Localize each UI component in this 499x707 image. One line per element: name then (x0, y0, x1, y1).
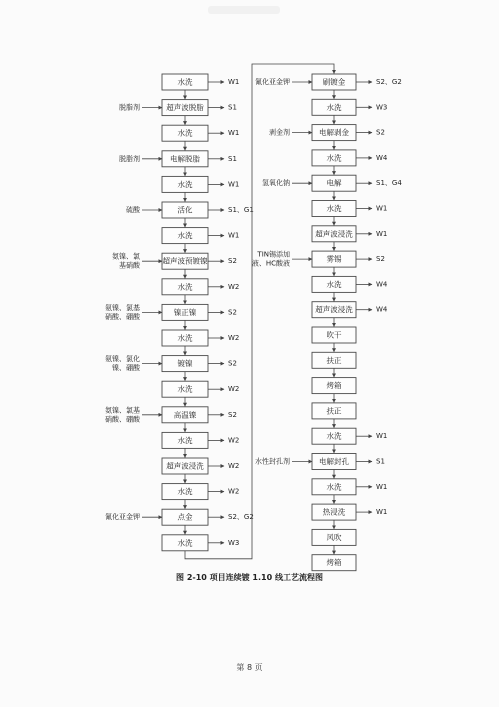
process-label: 水洗 (326, 102, 342, 112)
process-step (162, 253, 208, 269)
output-label: S2 (228, 359, 237, 368)
input-label: 脱脂剂 (119, 103, 140, 112)
process-label: 雾锡 (326, 254, 342, 264)
process-step (312, 403, 356, 419)
process-label: 吹干 (326, 330, 342, 340)
process-step (162, 432, 208, 448)
output-label: W3 (376, 103, 388, 112)
output-label: S2 (376, 255, 385, 264)
process-step (312, 529, 356, 545)
process-step (312, 504, 356, 520)
output-label: W1 (376, 508, 388, 517)
input-label-line: TIN锡添加 (257, 250, 290, 259)
process-step (312, 276, 356, 292)
input-label-line: 基硝酸 (119, 261, 140, 270)
output-label: W1 (376, 204, 388, 213)
page-number: 第 8 页 (236, 663, 263, 672)
process-label: 超声波浸洗 (315, 305, 353, 315)
process-label: 烤箱 (326, 558, 342, 568)
process-step (162, 100, 208, 116)
process-step (162, 125, 208, 141)
process-step (162, 279, 208, 295)
process-step (312, 428, 356, 444)
process-step (162, 458, 208, 474)
output-label: W1 (376, 229, 388, 238)
output-label: S2 (228, 410, 237, 419)
process-label: 烤箱 (326, 381, 342, 391)
process-label: 水洗 (177, 435, 193, 445)
process-step (312, 125, 356, 141)
process-step (312, 74, 356, 90)
process-step (312, 378, 356, 394)
input-label: 脱脂剂 (119, 154, 140, 163)
input-label-line: 镍、硼酸 (112, 364, 140, 373)
process-label: 镀镍 (177, 359, 193, 369)
output-label: S2 (228, 257, 237, 266)
process-label: 水洗 (326, 204, 342, 213)
process-step (162, 407, 208, 423)
input-label (105, 405, 141, 423)
process-step (312, 99, 356, 115)
process-step (312, 352, 356, 368)
process-step (162, 228, 208, 244)
input-label-line: 氨镍、氯基 (105, 406, 140, 415)
process-step (312, 555, 356, 571)
process-label: 电解剥金 (319, 128, 349, 138)
input-label (105, 354, 141, 372)
process-label: 高温镍 (173, 410, 197, 420)
process-label: 刷镀金 (322, 77, 346, 87)
process-label: 水洗 (177, 282, 193, 292)
process-label: 水洗 (177, 333, 193, 343)
output-label: W1 (228, 78, 240, 86)
figure-caption: 图 2-10 项目连续镀 1.10 线工艺流程图 (176, 573, 323, 582)
process-label: 扶正 (326, 406, 342, 416)
output-label: W1 (228, 180, 240, 189)
output-label: W4 (376, 305, 388, 314)
input-label: 剥金剂 (269, 128, 290, 137)
process-label: 扶正 (326, 355, 342, 365)
output-label: S1、G4 (376, 179, 402, 188)
output-label: W1 (228, 129, 240, 138)
process-step (162, 330, 208, 346)
process-label: 电解 (326, 178, 342, 188)
output-label: W2 (228, 436, 240, 445)
output-label: S1 (376, 457, 385, 466)
output-label: S2、G2 (228, 513, 254, 522)
output-label: W2 (228, 334, 240, 342)
process-step (162, 381, 208, 397)
output-label: S2 (376, 128, 385, 137)
process-label: 超声波预镀镍 (162, 256, 208, 266)
input-label-line: 氨镍、氯基 (105, 303, 140, 312)
process-step (312, 150, 356, 166)
process-step (312, 302, 356, 318)
process-label: 水洗 (326, 279, 342, 289)
output-label: W2 (228, 462, 240, 470)
output-label: S2 (228, 308, 237, 317)
input-label (252, 250, 290, 268)
process-label: 风吹 (326, 532, 342, 542)
process-label: 水洗 (177, 487, 193, 497)
process-label: 镍正镍 (173, 307, 197, 317)
process-step (162, 356, 208, 372)
process-step (312, 201, 356, 217)
process-step (162, 535, 208, 551)
process-step (162, 202, 208, 218)
output-label: S1、G1 (228, 206, 254, 214)
process-step (312, 175, 356, 191)
process-label: 水洗 (177, 538, 193, 548)
process-label: 水洗 (177, 231, 193, 241)
output-label: W1 (376, 482, 388, 491)
output-label: S1 (228, 103, 237, 112)
output-label: W4 (376, 280, 388, 289)
process-label: 水洗 (326, 431, 342, 441)
output-label: S2、G2 (376, 78, 402, 86)
process-label: 点金 (177, 512, 193, 522)
process-label: 活化 (177, 205, 193, 215)
process-label: 水洗 (177, 77, 193, 87)
left_column-column (105, 74, 254, 551)
process-label: 电解脱脂 (170, 154, 200, 164)
output-label: W1 (376, 432, 388, 441)
process-step (162, 304, 208, 320)
process-step (162, 176, 208, 192)
process-step (312, 251, 356, 267)
output-label: S1 (228, 154, 237, 163)
input-label-line: 液、HC酸液 (251, 259, 290, 268)
process-step (162, 484, 208, 500)
output-label: W2 (228, 487, 240, 496)
process-label: 水洗 (177, 128, 193, 138)
process-step (312, 479, 356, 495)
input-label-line: 氨镍、氯 (112, 252, 140, 261)
input-label-line: 硝酸、硼酸 (105, 415, 140, 424)
process-label: 热浸洗 (322, 507, 346, 517)
process-step (312, 226, 356, 242)
process-step (162, 74, 208, 90)
output-label: W3 (228, 538, 240, 547)
input-label: 硫酸 (126, 206, 140, 214)
process-step (312, 454, 356, 470)
process-step (312, 327, 356, 343)
output-label: W1 (228, 231, 240, 240)
right_column-column (252, 74, 402, 571)
input-label: 氰化亚金钾 (255, 78, 290, 86)
output-label: W4 (376, 153, 388, 162)
process-step (162, 151, 208, 167)
input-label (105, 303, 141, 321)
input-label (112, 252, 141, 270)
process-label: 水洗 (326, 153, 342, 163)
input-label-line: 氨镍、氯化 (105, 355, 140, 364)
process-label: 水洗 (177, 384, 193, 394)
process-label: 水洗 (177, 179, 193, 189)
input-label: 氢氧化钠 (262, 179, 290, 188)
process-label: 电解封孔 (319, 457, 349, 466)
process-step (162, 509, 208, 525)
input-label-line: 硝酸、硼酸 (105, 312, 140, 321)
output-label: W2 (228, 282, 240, 291)
process-label: 水洗 (326, 482, 342, 492)
process-label: 超声波浸洗 (315, 229, 353, 239)
output-label: W2 (228, 385, 240, 394)
input-label: 水性封孔剂 (255, 457, 290, 466)
process-label: 超声波脱脂 (166, 103, 204, 113)
process-label: 超声波浸洗 (166, 461, 204, 471)
input-label: 氰化亚金钾 (105, 513, 140, 522)
